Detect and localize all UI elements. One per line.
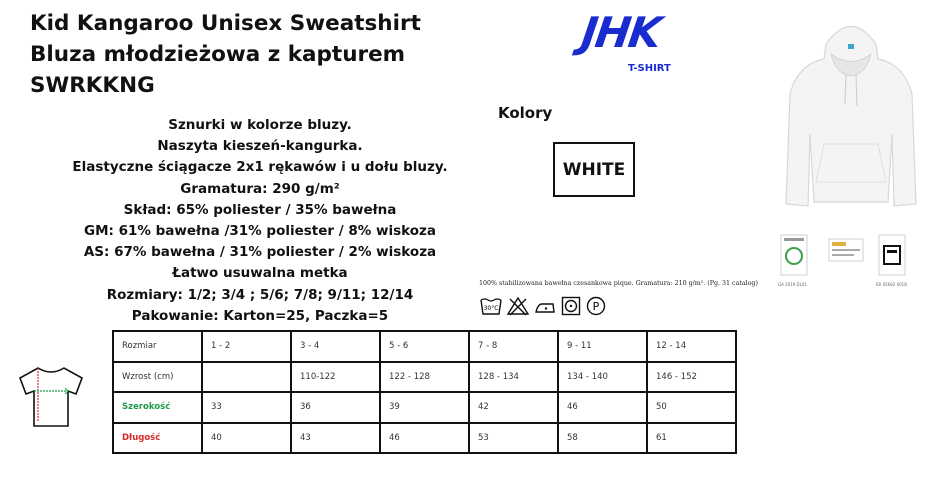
table-cell: 1 - 2 — [202, 331, 291, 362]
table-cell: 12 - 14 — [647, 331, 736, 362]
table-cell: 3 - 4 — [291, 331, 380, 362]
row-label: Rozmiar — [113, 331, 202, 362]
table-row — [113, 392, 736, 423]
table-row — [113, 331, 736, 362]
feature-line: AS: 67% bawełna / 31% poliester / 2% wiskoza — [83, 244, 437, 261]
feature-line: Skład: 65% poliester / 35% bawełna — [123, 201, 397, 218]
colors-label: Kolory — [498, 104, 553, 122]
feature-list — [60, 115, 460, 327]
table-cell: 42 — [469, 392, 558, 423]
feature-line: Rozmiary: 1/2; 3/4 ; 5/6; 7/8; 9/11; 12/14 — [106, 286, 414, 303]
table-cell: 110-122 — [291, 362, 380, 393]
feature-line: Elastyczne ściągacze 2x1 rękawów i u dołu bluzy. — [72, 159, 448, 176]
logo-subtitle: T-SHIRT — [628, 63, 671, 74]
table-cell: 39 — [380, 392, 469, 423]
table-cell: 40 — [202, 423, 291, 454]
feature-line: Pakowanie: Karton=25, Paczka=5 — [131, 307, 389, 324]
product-title — [30, 8, 421, 101]
table-cell: 53 — [469, 423, 558, 454]
table-cell: 61 — [647, 423, 736, 454]
cert-caption-3: ER 02682 0018 — [876, 282, 907, 287]
table-cell: 7 - 8 — [469, 331, 558, 362]
table-cell: 58 — [558, 423, 647, 454]
iron-low-icon — [534, 296, 556, 316]
care-description: 100% stabilizowana bawełna czesankowa pique. Gramatura: 210 g/m². (Pg. 31 catalog) — [479, 280, 758, 287]
care-icons — [480, 296, 606, 316]
table-cell: 134 - 140 — [558, 362, 647, 393]
logo-brand: JHK — [578, 8, 663, 57]
table-cell: 46 — [558, 392, 647, 423]
certificates — [778, 232, 928, 292]
feature-line: Naszyta kieszeń-kangurka. — [157, 138, 363, 155]
table-row — [113, 423, 736, 454]
standard-100-cert-icon — [828, 238, 864, 262]
table-cell: 43 — [291, 423, 380, 454]
cert-caption-1: GA 2019 DL01 — [778, 282, 807, 287]
row-label: Długość — [113, 423, 202, 454]
table-cell: 50 — [647, 392, 736, 423]
hoodie-image — [776, 14, 926, 214]
table-cell: 128 - 134 — [469, 362, 558, 393]
row-label: Wzrost (cm) — [113, 362, 202, 393]
tshirt-measurement-icon — [16, 364, 86, 430]
table-cell: 146 - 152 — [647, 362, 736, 393]
feature-line: Gramatura: 290 g/m² — [180, 180, 340, 197]
table-row — [113, 362, 736, 393]
table-cell: 122 - 128 — [380, 362, 469, 393]
table-cell: 33 — [202, 392, 291, 423]
title-line-1: Kid Kangaroo Unisex Sweatshirt — [30, 11, 421, 36]
title-line-3: SWRKKNG — [30, 73, 155, 98]
row-label: Szerokość — [113, 392, 202, 423]
jhk-logo — [578, 8, 702, 78]
size-table — [112, 330, 737, 454]
feature-line: Sznurki w kolorze bluzy. — [168, 117, 352, 133]
professional-clean-p-icon — [586, 296, 606, 316]
oeko-cert-icon — [780, 234, 810, 280]
er-cert-icon — [878, 234, 908, 280]
table-cell: 9 - 11 — [558, 331, 647, 362]
title-line-2: Bluza młodzieżowa z kapturem — [30, 42, 406, 67]
color-swatch-white: WHITE — [553, 142, 635, 197]
feature-line: Łatwo usuwalna metka — [172, 265, 348, 282]
tumble-dry-icon — [561, 296, 581, 316]
wash-30-icon — [480, 296, 502, 316]
svg-text:P: P — [592, 300, 600, 313]
table-cell: 5 - 6 — [380, 331, 469, 362]
table-cell: 36 — [291, 392, 380, 423]
feature-line: GM: 61% bawełna /31% poliester / 8% wiskoza — [84, 223, 436, 240]
no-bleach-icon — [507, 296, 529, 316]
table-cell: 46 — [380, 423, 469, 454]
svg-text:30°C: 30°C — [483, 305, 499, 312]
table-cell — [202, 362, 291, 393]
